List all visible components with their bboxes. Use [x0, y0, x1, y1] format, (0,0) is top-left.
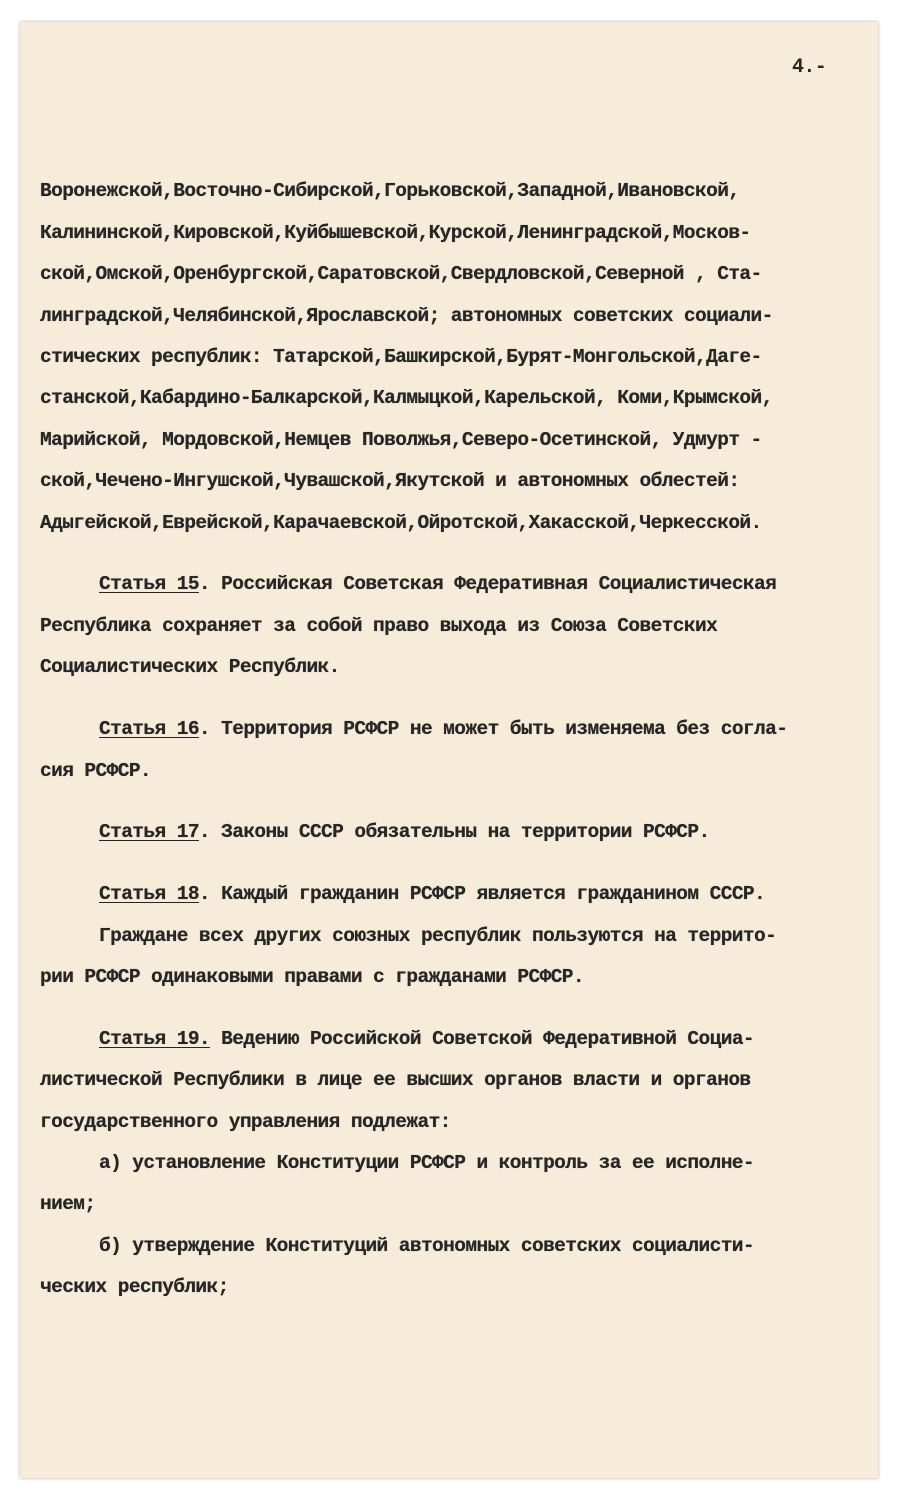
article-17-heading: Статья 17: [99, 821, 199, 843]
text-line: ской,Чечено-Ингушской,Чувашской,Якутской и автономных облестей:: [40, 470, 740, 492]
text-line: линградской,Челябинской,Ярославской; автономных советских социали-: [40, 305, 773, 327]
article-16-line: Статья 16. Территория РСФСР не может быть изменяема без согла-: [99, 718, 788, 740]
article-19-line: Статья 19. Ведению Российской Советской Федеративной Социа-: [99, 1028, 755, 1050]
text-line: нием;: [40, 1193, 96, 1215]
article-15-line: Статья 15. Российская Советская Федеративная Социалистическая: [99, 573, 777, 595]
text-line: станской,Кабардино-Балкарской,Калмыцкой,Карельской, Коми,Крымской,: [40, 387, 773, 409]
text-line: листической Республики в лице ее высших органов власти и органов: [40, 1069, 751, 1091]
text-line: государственного управления подлежат:: [40, 1111, 451, 1133]
article-19-heading: Статья 19.: [99, 1028, 211, 1050]
article-18-line: Статья 18. Каждый гражданин РСФСР является гражданином СССР.: [99, 883, 766, 905]
article-17-line: Статья 17. Законы СССР обязательны на территории РСФСР.: [99, 821, 710, 843]
document-page: [20, 22, 878, 1478]
list-item-b: б) утверждение Конституций автономных советских социалисти-: [99, 1235, 755, 1257]
text-line: Марийской, Мордовской,Немцев Поволжья,Северо-Осетинской, Удмурт -: [40, 429, 762, 451]
article-18-heading: Статья 18: [99, 883, 199, 905]
page-number: 4.-: [792, 56, 827, 79]
article-15-heading: Статья 15: [99, 573, 199, 595]
text-line: сия РСФСР.: [40, 760, 152, 782]
text-line: Республика сохраняет за собой право выхода из Союза Советских: [40, 615, 718, 637]
text-line: Воронежской,Восточно-Сибирской,Горьковской,Западной,Ивановской,: [40, 180, 740, 202]
text-line: Граждане всех других союзных республик пользуются на террито-: [99, 925, 777, 947]
text-line: стических республик: Татарской,Башкирской,Бурят-Монгольской,Даге-: [40, 346, 762, 368]
text-line: ческих республик;: [40, 1276, 229, 1298]
text-line: ской,Омской,Оренбургской,Саратовской,Свердловской,Северной , Ста-: [40, 263, 762, 285]
list-item-a: а) установление Конституции РСФСР и контроль за ее исполне-: [99, 1152, 755, 1174]
text-line: Социалистических Республик.: [40, 656, 340, 678]
article-16-heading: Статья 16: [99, 718, 199, 740]
text-line: рии РСФСР одинаковыми правами с гражданами РСФСР.: [40, 966, 584, 988]
text-line: Калининской,Кировской,Куйбышевской,Курской,Ленинградской,Москов-: [40, 222, 751, 244]
text-line: Адыгейской,Еврейской,Карачаевской,Ойротской,Хакасской,Черкесской.: [40, 512, 762, 534]
